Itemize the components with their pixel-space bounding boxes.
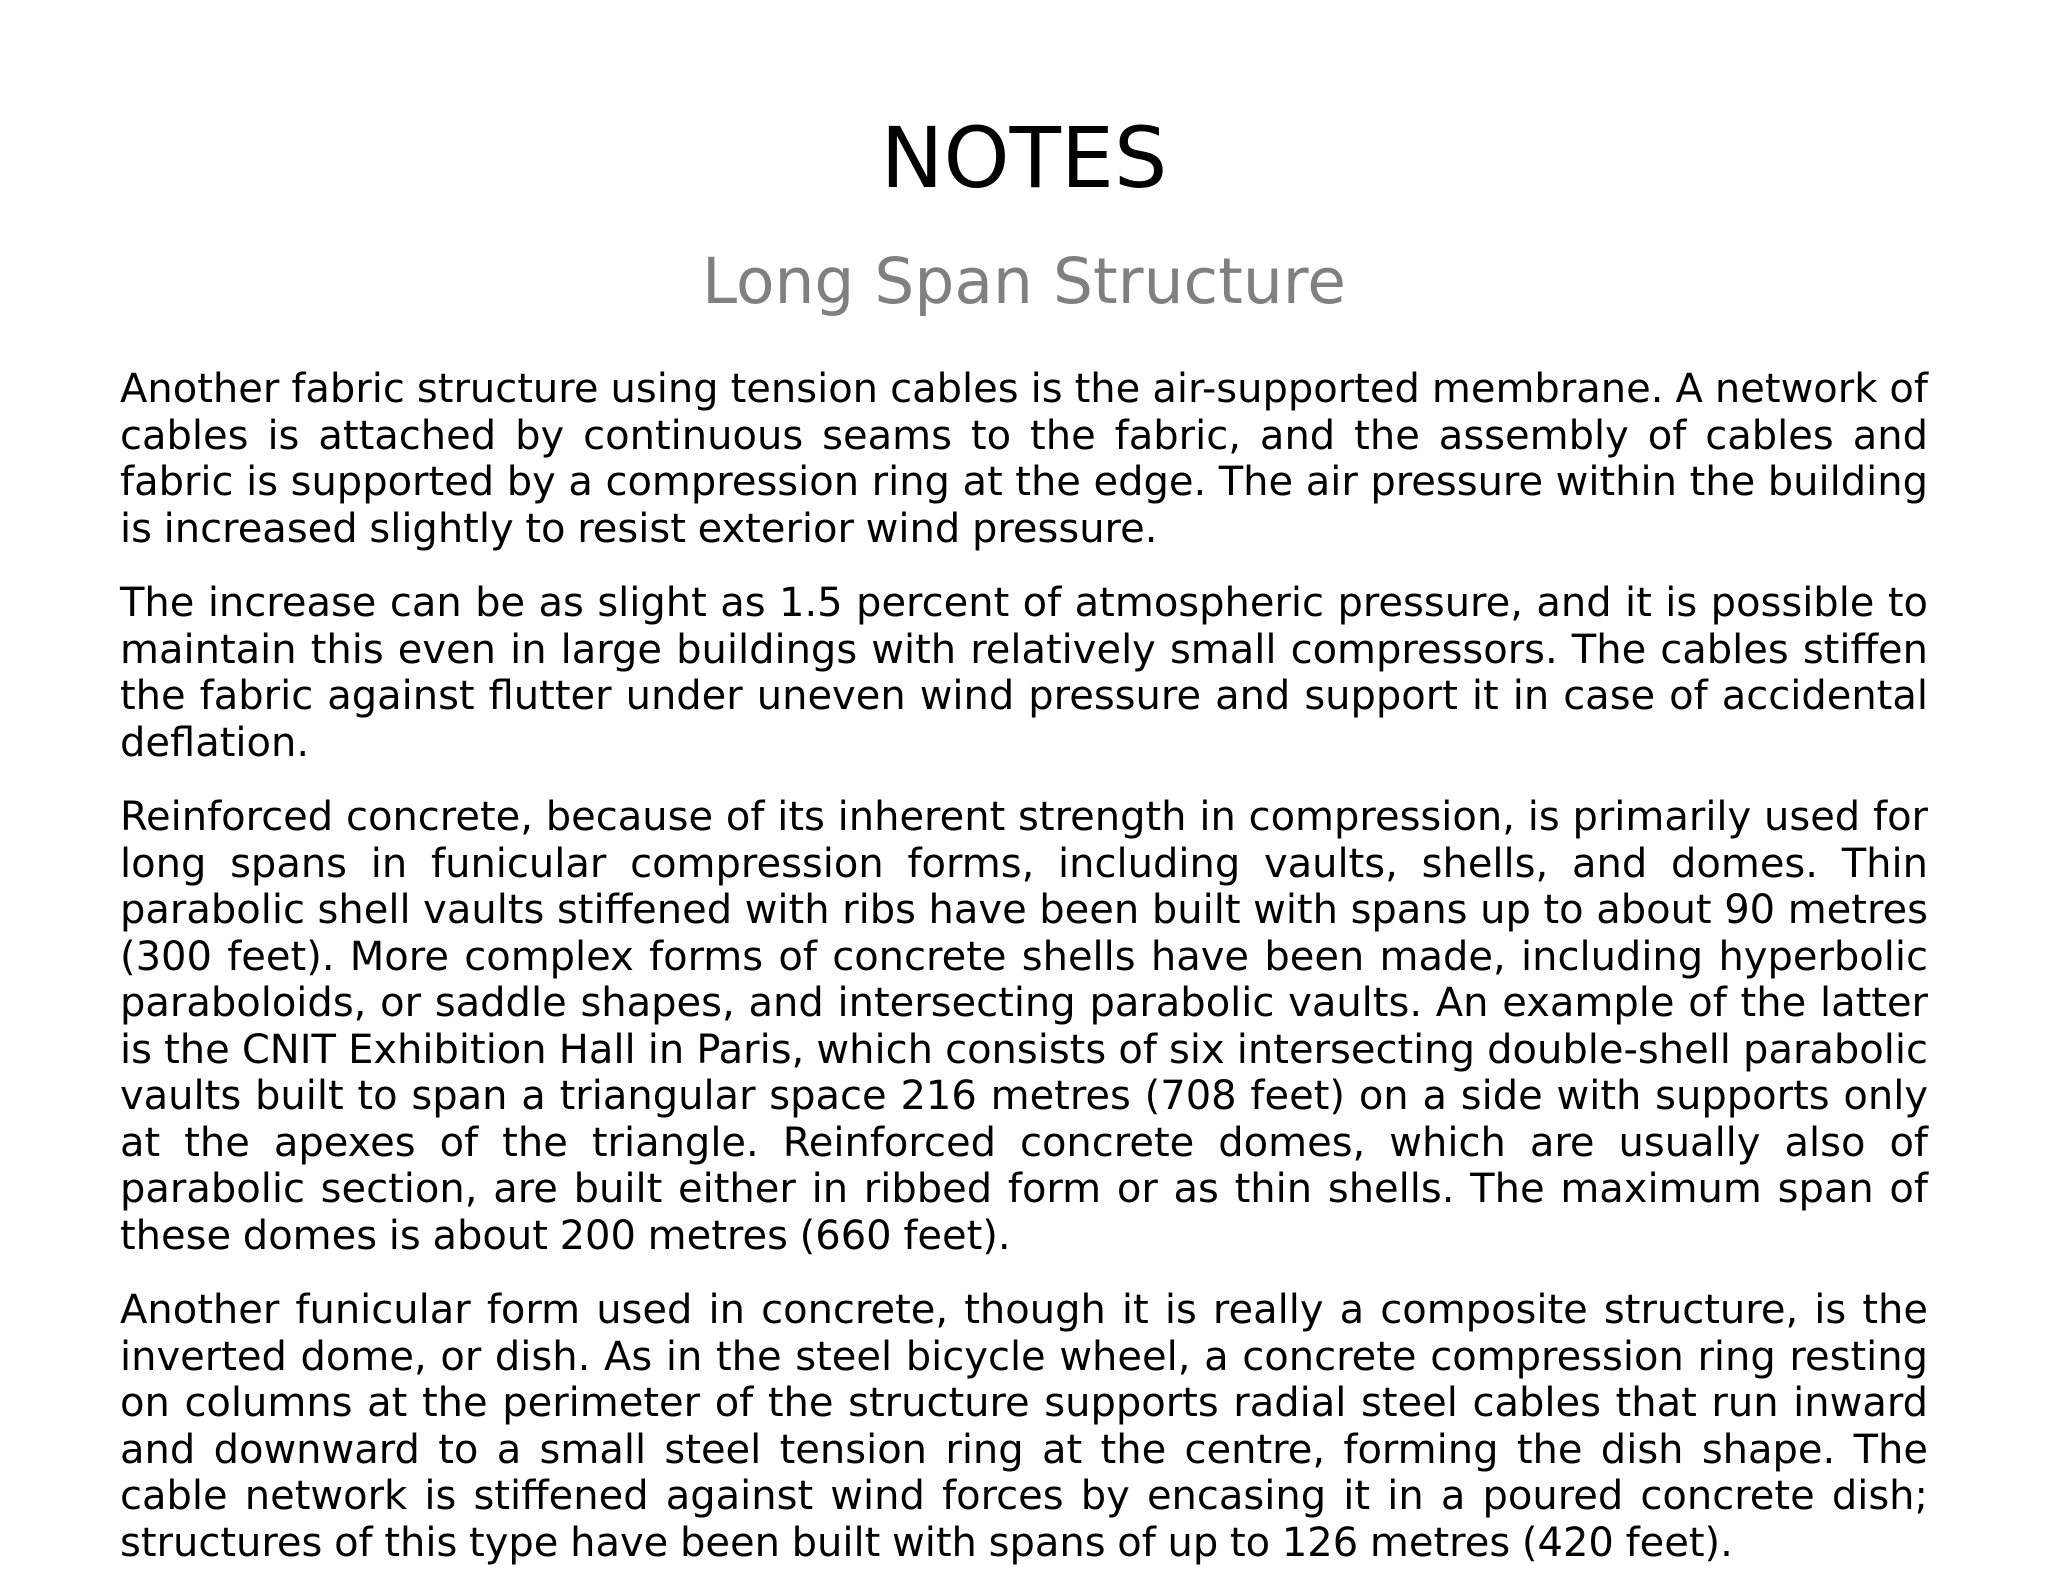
page-subtitle: Long Span Structure (701, 245, 1347, 318)
page-title: NOTES (880, 109, 1168, 207)
document-body (120, 366, 1928, 1594)
paragraph-inverted-dome: Another funicular form used in concrete, though it is really a composite structure, is the inverted dome, or dish. As in the steel bicycle wheel, a concrete compression ring resting on columns at the perimeter of the structure supports radial steel cables that run inward and downward to a small steel tension ring at the centre, forming the dish shape. The cable network is stiffened against wind forces by encasing it in a poured concrete dish; structures of this type have been built with spans of up to 126 metres (420 feet). (120, 1287, 1928, 1566)
paragraph-reinforced-concrete: Reinforced concrete, because of its inherent strength in compression, is primarily used for long spans in funicular compression forms, including vaults, shells, and domes. Thin parabolic shell vaults stiffened with ribs have been built with spans up to about 90 metres (300 feet). More complex forms of concrete shells have been made, including hyperbolic paraboloids, or saddle shapes, and intersecting parabolic vaults. An example of the latter is the CNIT Exhibition Hall in Paris, which consists of six intersecting double-shell parabolic vaults built to span a triangular space 216 metres (708 feet) on a side with supports only at the apexes of the triangle. Reinforced concrete domes, which are usually also of parabolic section, are built either in ribbed form or as thin shells. The maximum span of these domes is about 200 metres (660 feet). (120, 794, 1928, 1259)
paragraph-pressure-increase: The increase can be as slight as 1.5 percent of atmospheric pressure, and it is possible to maintain this even in large buildings with relatively small compressors. The cables stiffen the fabric against flutter under uneven wind pressure and support it in case of accidental deflation. (120, 580, 1928, 766)
paragraph-air-supported-membrane: Another fabric structure using tension cables is the air-supported membrane. A network of cables is attached by continuous seams to the fabric, and the assembly of cables and fabric is supported by a compression ring at the edge. The air pressure within the building is increased slightly to resist exterior wind pressure. (120, 366, 1928, 552)
